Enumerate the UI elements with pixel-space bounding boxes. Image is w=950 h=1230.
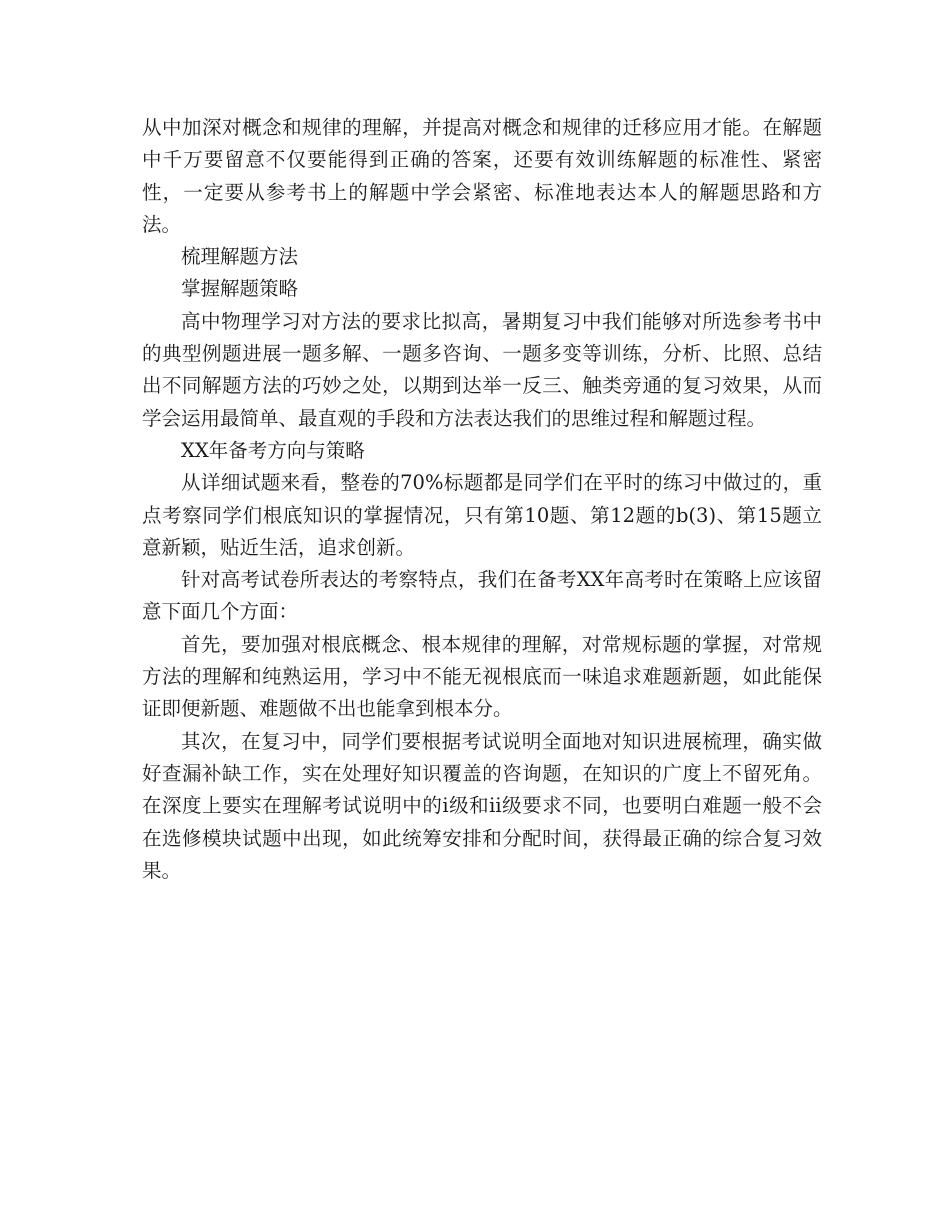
paragraph-exam-analysis: 从详细试题来看，整卷的70%标题都是同学们在平时的练习中做过的，重点考察同学们根底知识的掌握情况，只有第10题、第12题的b(3)、第15题立意新颖，贴近生活，追求创新。: [142, 471, 822, 559]
paragraph-second-point: 其次，在复习中，同学们要根据考试说明全面地对知识进展梳理，确实做好查漏补缺工作，实在处理好知识覆盖的咨询题，在知识的广度上不留死角。在深度上要实在理解考试说明中的ⅰ级和ⅱ级要求不同，也要明白难题一般不会在选修模块试题中出现，如此统筹安排和分配时间，获得最正确的综合复习效果。: [142, 729, 822, 882]
paragraph-first-point: 首先，要加强对根底概念、根本规律的理解，对常规标题的掌握，对常规方法的理解和纯熟运用，学习中不能无视根底而一味追求难题新题，如此能保证即便新题、难题做不出也能拿到根本分。: [142, 632, 822, 721]
heading-exam-direction: XX年备考方向与策略: [181, 438, 365, 462]
document-body: [142, 112, 822, 887]
paragraph-physics-methods: 高中物理学习对方法的要求比拟高，暑期复习中我们能够对所选参考书中的典型例题进展一题多解、一题多咨询、一题多变等训练，分析、比照、总结出不同解题方法的巧妙之处，以期到达举一反三、触类旁通的复习效果，从而学会运用最简单、最直观的手段和方法表达我们的思维过程和解题过程。: [142, 309, 822, 430]
paragraph-strategy-intro: 针对高考试卷所表达的考察特点，我们在备考XX年高考时在策略上应该留意下面几个方面：: [142, 568, 822, 624]
paragraph-continuation: 从中加深对概念和规律的理解，并提高对概念和规律的迁移应用才能。在解题中千万要留意不仅要能得到正确的答案，还要有效训练解题的标准性、紧密性，一定要从参考书上的解题中学会紧密、标准地表达本人的解题思路和方法。: [142, 116, 822, 236]
heading-master-strategy: 掌握解题策略: [181, 277, 299, 301]
heading-sort-methods: 梳理解题方法: [181, 245, 299, 269]
